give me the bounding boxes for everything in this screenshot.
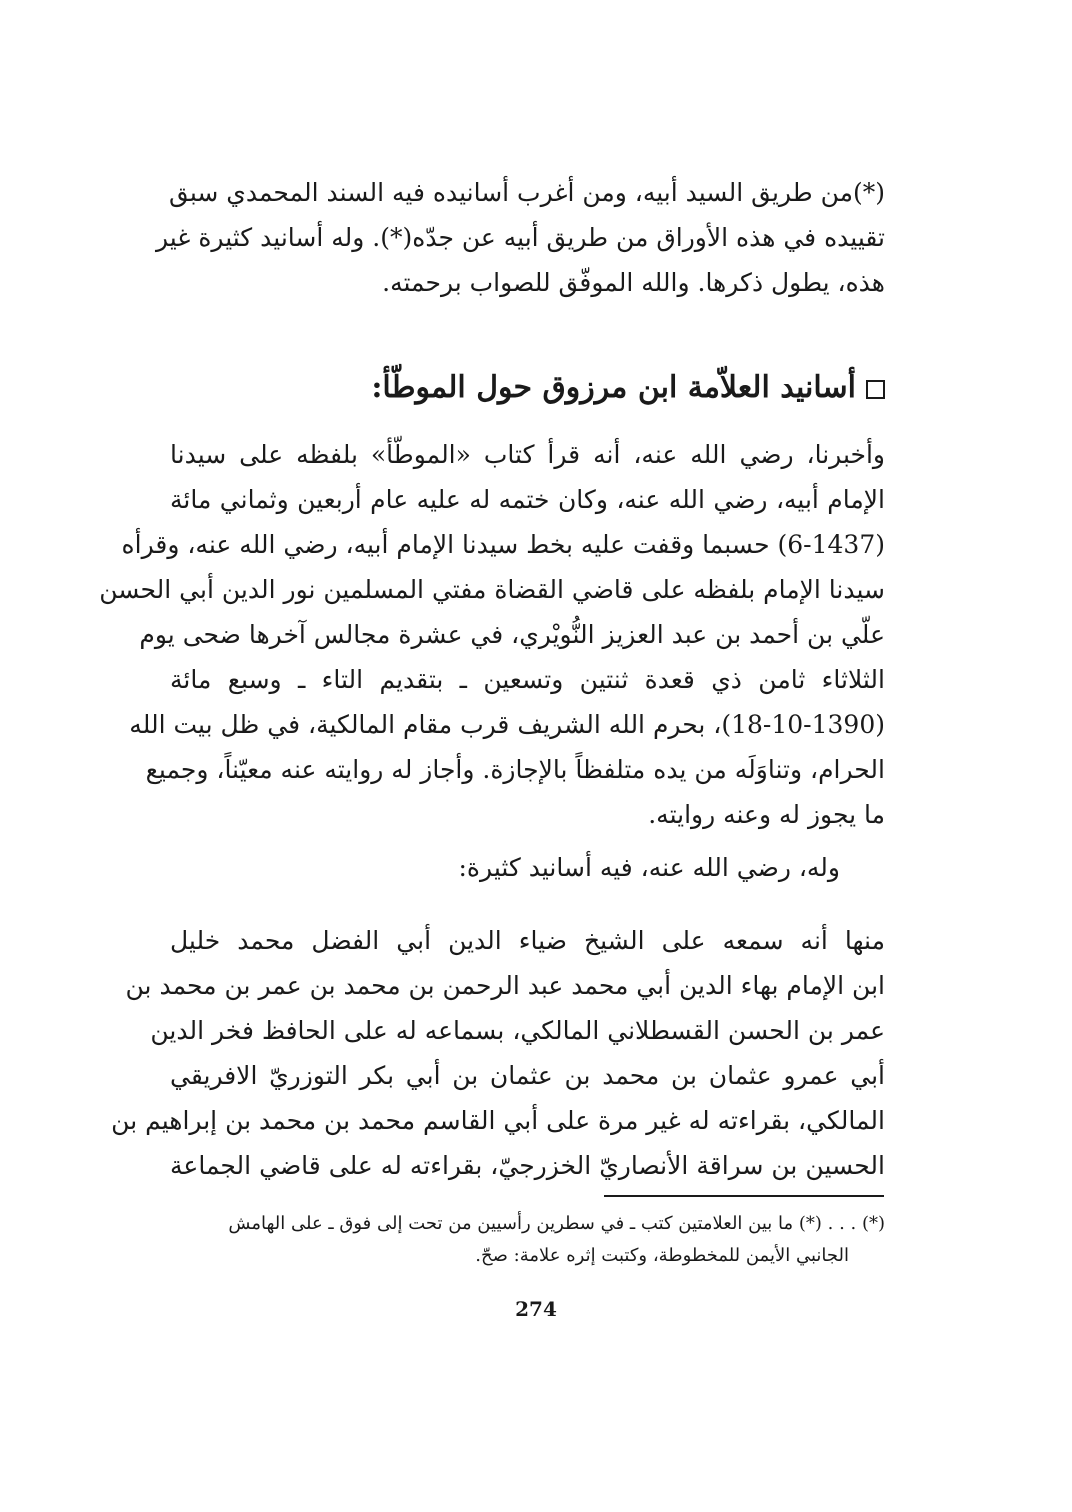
paragraph-1 <box>99 432 885 837</box>
paragraph-2 <box>170 845 885 890</box>
text-line: (18-10-1390)، بحرم الله الشريف قرب مقام المالكية، في ظل بيت الله <box>129 710 885 739</box>
footnote-line: الجانبي الأيمن للمخطوطة، وكتبت إثره علامة: صحّ. <box>475 1245 849 1266</box>
page-number: 274 <box>515 1297 557 1321</box>
top-paragraph <box>155 170 885 305</box>
text-line: سيدنا الإمام بلفظه على قاضي القضاة مفتي المسلمين نور الدين أبي الحسن <box>99 575 885 604</box>
paragraph-3 <box>111 918 885 1188</box>
text-line: المالكي، بقراءته له غير مرة على أبي القاسم محمد بن محمد بن إبراهيم بن <box>111 1106 885 1135</box>
square-bullet-icon <box>866 380 885 399</box>
text-line: عمر بن الحسن القسطلاني المالكي، بسماعه له على الحافظ فخر الدين <box>150 1016 885 1045</box>
text-line: هذه، يطول ذكرها. والله الموفّق للصواب برحمته. <box>382 268 885 297</box>
footnote-line: (*) . . . (*) ما بين العلامتين كتب ـ في سطرين رأسيين من تحت إلى فوق ـ على الهامش <box>228 1213 885 1234</box>
text-line: (6-1437) حسبما وقفت عليه بخط سيدنا الإمام أبيه، رضي الله عنه، وقرأه <box>121 530 885 559</box>
text-line: منها أنه سمعه على الشيخ ضياء الدين أبي الفضل محمد خليل <box>170 926 885 955</box>
text-line: ابن الإمام بهاء الدين أبي محمد عبد الرحمن بن محمد بن عمر بن محمد بن <box>125 971 885 1000</box>
text-line: تقييده في هذه الأوراق من طريق أبيه عن جدّه(*). وله أسانيد كثيرة غير <box>155 223 885 252</box>
text-line: علّي بن أحمد بن عبد العزيز النُّويْري، في عشرة مجالس آخرها ضحى يوم <box>139 620 885 649</box>
heading-text: أسانيد العلاّمة ابن مرزوق حول الموطّأ: <box>371 370 856 405</box>
text-line: أبي عمرو عثمان بن محمد بن عثمان بن أبي بكر التوزريّ الافريقي <box>170 1061 885 1090</box>
text-line: ما يجوز له وعنه روايته. <box>648 800 885 829</box>
section-heading <box>170 368 885 408</box>
footnote-divider <box>604 1195 884 1197</box>
text-line: وأخبرنا، رضي الله عنه، أنه قرأ كتاب «الموطّأ» بلفظه على سيدنا <box>170 440 885 469</box>
text-line: (*)من طريق السيد أبيه، ومن أغرب أسانيده فيه السند المحمدي سبق <box>169 178 885 207</box>
text-line: الثلاثاء ثامن ذي قعدة ثنتين وتسعين ـ بتقديم التاء ـ وسبع مائة <box>170 665 885 694</box>
text-line: الحرام، وتناوَلَه من يده متلفظاً بالإجازة. وأجاز له روايته عنه معيّناً، وجميع <box>145 755 885 784</box>
footnote <box>170 1208 885 1272</box>
text-line: وله، رضي الله عنه، فيه أسانيد كثيرة: <box>458 853 840 882</box>
text-line: الحسين بن سراقة الأنصاريّ الخزرجيّ، بقراءته له على قاضي الجماعة <box>170 1151 885 1180</box>
text-line: الإمام أبيه، رضي الله عنه، وكان ختمه له عليه عام أربعين وثماني مائة <box>170 485 885 514</box>
